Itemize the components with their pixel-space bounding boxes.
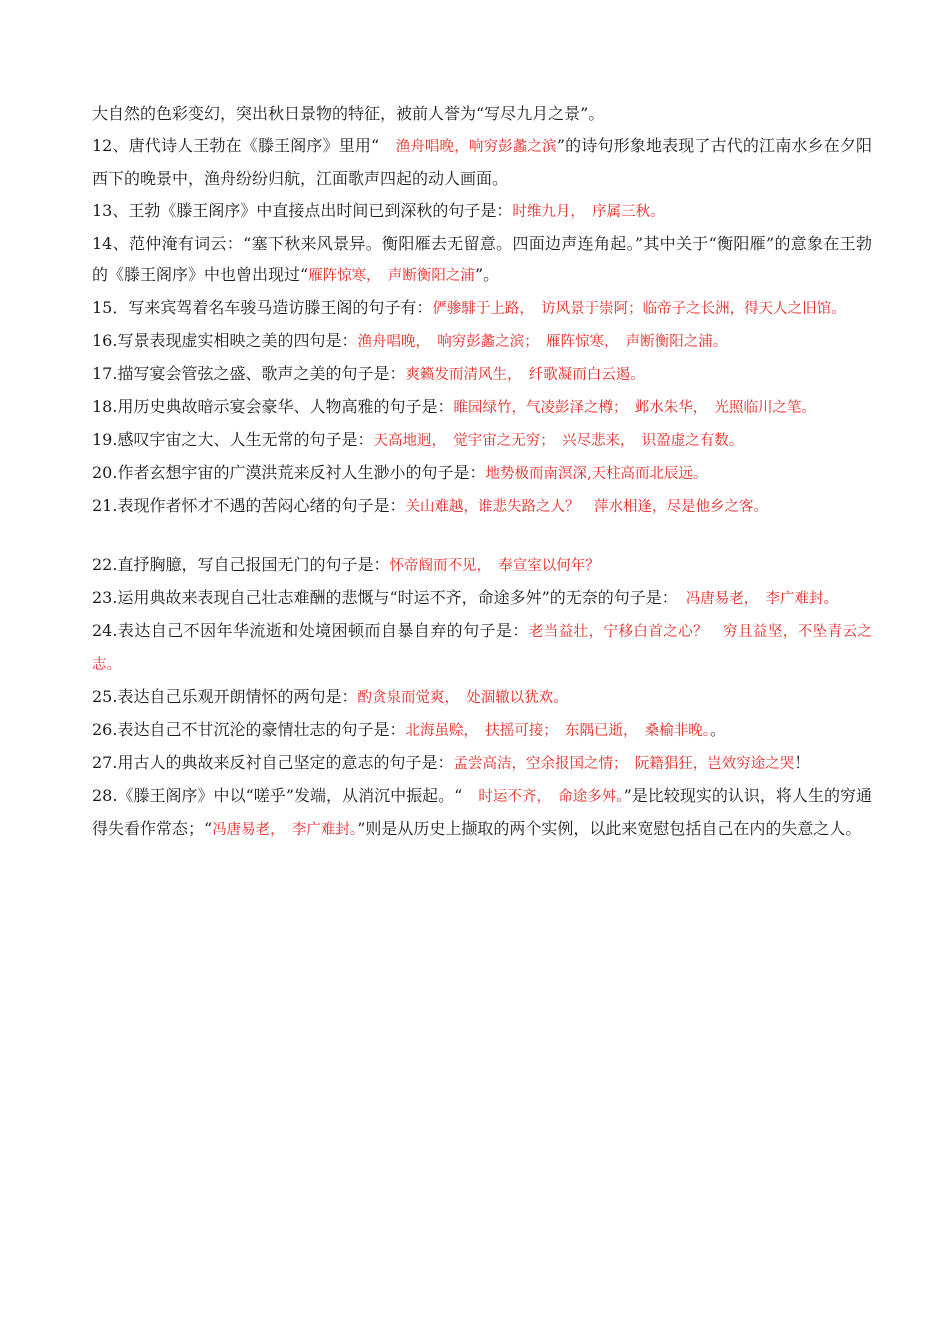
question-text: 26.表达自己不甘沉沦的豪情壮志的句子是： <box>92 720 406 739</box>
question-paragraph <box>92 457 872 490</box>
question-paragraph <box>92 780 872 846</box>
question-text: 22.直抒胸臆，写自己报国无门的句子是： <box>92 555 390 574</box>
question-text: 27.用古人的典故来反衬自己坚定的意志的句子是： <box>92 753 454 772</box>
question-text: 12、唐代诗人王勃在《滕王阁序》里用“ <box>92 136 396 155</box>
answer-text: 睢园绿竹，气凌彭泽之樽； 邺水朱华， 光照临川之笔。 <box>453 400 816 416</box>
answer-text: 怀帝阍而不见， 奉宣室以何年？ <box>389 558 600 574</box>
answer-text: 时运不齐， 命途多舛。 <box>478 789 624 805</box>
question-text: 20.作者玄想宇宙的广漠洪荒来反衬人生渺小的句子是： <box>92 463 486 482</box>
answer-text: 时维九月， 序属三秋。 <box>512 204 665 220</box>
question-paragraph <box>92 615 872 681</box>
question-text: 23.运用典故来表现自己壮志难酬的悲慨与“时运不齐，命途多舛”的无奈的句子是： <box>92 588 686 607</box>
document-body <box>92 98 872 846</box>
answer-text: 老当益壮，宁移白首之心？ 穷且益坚，不坠青云之志。 <box>92 624 873 673</box>
question-paragraph <box>92 358 872 391</box>
question-text: ”则是从历史上撷取的两个实例，以此来宽慰包括自己在内的失意之人。 <box>357 819 862 838</box>
question-paragraph <box>92 549 872 582</box>
question-text: ”的诗句形象地表现了古代的江南水乡在夕阳西下的晚景中，渔舟纷纷归航，江面歌声四起的动人画面。 <box>92 136 873 188</box>
answer-text: 雁阵惊寒， 声断衡阳之浦 <box>308 268 475 284</box>
question-text: 15．写来宾驾着名车骏马造访滕王阁的句子有： <box>92 298 433 317</box>
question-paragraph <box>92 490 872 523</box>
question-text: 18.用历史典故暗示宴会豪华、人物高雅的句子是： <box>92 397 454 416</box>
question-text: 13、王勃《滕王阁序》中直接点出时间已到深秋的句子是： <box>92 201 513 220</box>
question-paragraph <box>92 714 872 747</box>
answer-text: 北海虽赊， 扶摇可接； 东隅已逝， 桑榆非晚。 <box>405 723 710 739</box>
answer-text: 冯唐易老， 李广难封。 <box>685 591 839 607</box>
question-paragraph <box>92 130 872 195</box>
question-text: 28.《滕王阁序》中以“嗟乎”发端，从消沉中振起。“ <box>92 786 479 805</box>
question-paragraph <box>92 98 872 130</box>
question-paragraph <box>92 681 872 714</box>
question-paragraph <box>92 292 872 325</box>
question-text: 24.表达自己不因年华流逝和处境困顿而自暴自弃的句子是： <box>92 621 529 640</box>
question-paragraph <box>92 195 872 228</box>
question-text: ”。 <box>474 265 500 284</box>
question-text: ”是比较现实的认识，将人生的穷通得失看作常态；“ <box>92 786 872 838</box>
answer-text: 冯唐易老， 李广难封。 <box>212 822 358 838</box>
question-text: 大自然的色彩变幻，突出秋日景物的特征，被前人誉为“写尽九月之景”。 <box>92 104 605 123</box>
question-paragraph <box>92 325 872 358</box>
question-text: 17.描写宴会管弦之盛、歌声之美的句子是： <box>92 364 406 383</box>
question-text: 14、范仲淹有词云：“塞下秋来风景异。衡阳雁去无留意。四面边声连角起。”其中关于“衡阳雁”的意象在王勃的《滕王阁序》中也曾出现过“ <box>92 234 872 284</box>
question-text: 25.表达自己乐观开朗情怀的两句是： <box>92 687 358 706</box>
question-paragraph <box>92 424 872 457</box>
answer-text: 天高地迥， 觉宇宙之无穷； 兴尽悲来， 识盈虚之有数。 <box>373 433 744 449</box>
question-paragraph <box>92 747 872 780</box>
answer-text: 孟尝高洁，空余报国之情； 阮籍猖狂，岂效穷途之哭 <box>453 756 795 772</box>
question-text: ！ <box>794 753 811 772</box>
answer-text: 酌贪泉而觉爽， 处涸辙以犹欢。 <box>357 690 568 706</box>
answer-text: 渔舟唱晚，响穷彭蠡之滨 <box>395 139 557 155</box>
answer-text: 俨骖騑于上路， 访风景于崇阿；临帝子之长洲，得天人之旧馆。 <box>432 301 846 317</box>
question-paragraph <box>92 228 872 292</box>
answer-text: 爽籁发而清风生， 纤歌凝而白云遏。 <box>405 367 645 383</box>
answer-text: 关山难越，谁悲失路之人？ 萍水相逢，尽是他乡之客。 <box>405 499 768 515</box>
question-text: 19.感叹宇宙之大、人生无常的句子是： <box>92 430 374 449</box>
question-text: 21.表现作者怀才不遇的苦闷心绪的句子是： <box>92 496 406 515</box>
paragraph-gap <box>92 523 872 549</box>
question-text: 。 <box>709 720 726 739</box>
answer-text: 地势极而南溟深,天柱高而北辰远。 <box>485 466 708 482</box>
question-text: 16.写景表现虚实相映之美的四句是： <box>92 331 358 350</box>
question-paragraph <box>92 582 872 615</box>
answer-text: 渔舟唱晚， 响穷彭蠡之滨； 雁阵惊寒， 声断衡阳之浦。 <box>357 334 728 350</box>
question-paragraph <box>92 391 872 424</box>
